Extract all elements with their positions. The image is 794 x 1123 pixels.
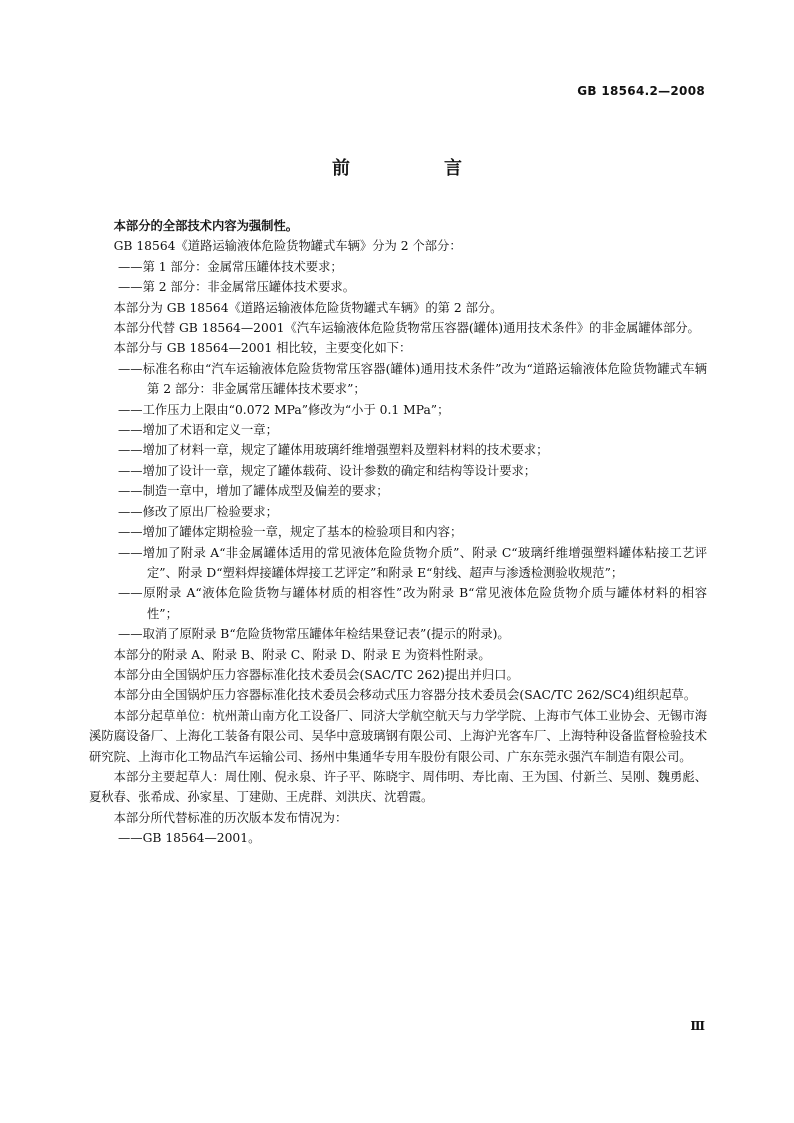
list-item: ——增加了设计一章，规定了罐体载荷、设计参数的确定和结构等设计要求； [118,463,537,478]
list-item: ——增加了附录 A“非金属罐体适用的常见液体危险货物介质”、附录 C“玻璃纤维增强塑料罐体粘接工艺评定”、附录 D“塑料焊接罐体焊接工艺评定”和附录 E“射线、超声与渗透检测验收规范”； [118,545,707,580]
paragraph: 本部分主要起草人：周仕刚、倪永泉、许子平、陈晓宇、周伟明、寿比南、王为国、付新兰、吴刚、魏勇彪、夏秋春、张希成、孙家星、丁建勋、王虎群、刘洪庆、沈碧霞。 [89,769,707,805]
list-item: ——GB 18564—2001。 [118,831,261,846]
page-title: 前 言 [332,158,500,179]
paragraph: 本部分与 GB 18564—2001 相比较，主要变化如下： [113,341,412,356]
list-item: ——原附录 A“液体危险货物与罐体材质的相容性”改为附录 B“常见液体危险货物介质与罐体材料的相容性”； [118,586,707,621]
paragraph: 本部分由全国锅炉压力容器标准化技术委员会移动式压力容器分技术委员会(SAC/TC 262/SC4)组织起草。 [113,688,697,703]
list-item: ——取消了原附录 B“危险货物常压罐体年检结果登记表”(提示的附录)。 [118,627,510,642]
paragraph: 本部分起草单位：杭州萧山南方化工设备厂、同济大学航空航天与力学学院、上海市气体工业协会、无锡市海溪防腐设备厂、上海化工装备有限公司、吴华中意玻璃钢有限公司、上海沪光客车厂、上海特种设备监督检验技术研究院、上海市化工物品汽车运输公司、扬州中集通华专用车股份有限公司、广东东莞永强汽车制造有限公司。 [89,708,707,764]
list-item: ——增加了罐体定期检验一章，规定了基本的检验项目和内容； [118,525,463,540]
paragraph: 本部分的附录 A、附录 B、附录 C、附录 D、附录 E 为资料性附录。 [113,647,491,662]
list-item: ——第 2 部分：非金属常压罐体技术要求。 [118,280,355,295]
paragraph: 本部分代替 GB 18564—2001《汽车运输液体危险货物常压容器(罐体)通用技术条件》的非金属罐体部分。 [113,321,700,336]
paragraph: 本部分所代替标准的历次版本发布情况为： [113,810,348,825]
list-item: ——工作压力上限由“0.072 MPa”修改为“小于 0.1 MPa”； [118,402,450,417]
list-item: ——增加了术语和定义一章； [118,423,278,438]
paragraph: GB 18564《道路运输液体危险货物罐式车辆》分为 2 个部分： [113,239,462,254]
paragraph: 本部分为 GB 18564《道路运输液体危险货物罐式车辆》的第 2 部分。 [113,300,503,315]
list-item: ——修改了原出厂检验要求； [118,504,278,519]
foreword-body [89,216,707,849]
list-item: ——标准名称由“汽车运输液体危险货物常压容器(罐体)通用技术条件”改为“道路运输液体危险货物罐式车辆 第 2 部分：非金属常压罐体技术要求”； [118,361,707,397]
paragraph: 本部分由全国锅炉压力容器标准化技术委员会(SAC/TC 262)提出并归口。 [113,667,519,682]
list-item: ——制造一章中，增加了罐体成型及偏差的要求； [118,484,389,499]
list-item: ——第 1 部分：金属常压罐体技术要求； [118,259,343,274]
standard-number: GB 18564.2—2008 [577,84,705,98]
paragraph: 本部分的全部技术内容为强制性。 [113,219,299,233]
list-item: ——增加了材料一章，规定了罐体用玻璃纤维增强塑料及塑料材料的技术要求； [118,443,549,458]
page-number: Ⅲ [690,1019,705,1033]
